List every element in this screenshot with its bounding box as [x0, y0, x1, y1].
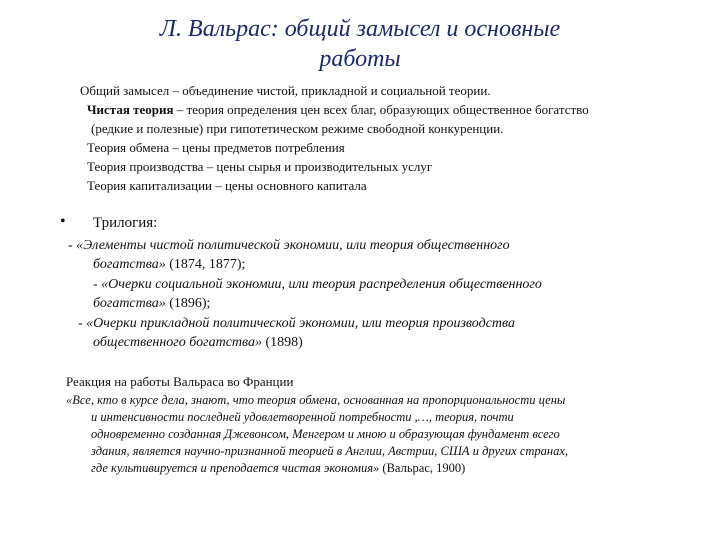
book-title: «Очерки прикладной политической экономии, или теория производства [86, 316, 516, 331]
book-title-cont: богатства» [93, 257, 166, 272]
quote-end: где культивируется и преподается чистая экономия» [91, 461, 380, 475]
list-dash: - [93, 277, 102, 292]
quote-author: (Вальрас, 1900) [379, 461, 466, 475]
quote-line-5 [91, 461, 465, 476]
intro-line-4: Теория обмена – цены предметов потребления [87, 140, 345, 155]
book-title: «Элементы чистой политической экономии, или теория общественного [76, 238, 510, 253]
title-line-2: работы [319, 46, 401, 72]
bullet-icon: • [60, 213, 66, 230]
list-dash: - [78, 316, 87, 331]
quote-line-3: одновременно созданная Джевонсом, Менгером и мною и образующая фундамент всего [91, 427, 560, 441]
intro-line-6: Теория капитализации – цены основного капитала [87, 178, 367, 193]
title-line-1: Л. Вальрас: общий замысел и основные [159, 16, 561, 42]
book-year: (1896); [165, 296, 211, 311]
pure-theory-definition: – теория определения цен всех благ, образующих общественное богатство [173, 102, 589, 117]
trilogy-label: Трилогия: [93, 215, 158, 231]
list-dash: - [68, 238, 77, 253]
intro-line-3: (редкие и полезные) при гипотетическом режиме свободной конкуренции. [91, 121, 504, 136]
quote-line-1: «Все, кто в курсе дела, знают, что теория обмена, основанная на пропорциональности цены [66, 393, 566, 407]
intro-line-2 [87, 102, 589, 118]
quote-line-2: и интенсивности последней удовлетворенной потребности ,…, теория, почти [91, 410, 514, 424]
intro-line-1: Общий замысел – объединение чистой, прикладной и социальной теории. [80, 83, 491, 98]
slide-title [60, 14, 660, 74]
intro-line-5: Теория производства – цены сырья и производительных услуг [87, 159, 433, 174]
book-year: (1898) [262, 335, 303, 350]
book-title-cont: богатства» [93, 296, 166, 311]
book-title-cont: общественного богатства» [93, 335, 263, 350]
reaction-heading: Реакция на работы Вальраса во Франции [66, 374, 294, 389]
quote-line-4: здания, является научно-признанной теорией в Англии, Австрии, США и других странах, [91, 444, 569, 458]
pure-theory-term: Чистая теория [87, 102, 174, 117]
book-title: «Очерки социальной экономии, или теория распределения общественного [101, 277, 542, 292]
book-year: (1874, 1877); [165, 257, 246, 272]
